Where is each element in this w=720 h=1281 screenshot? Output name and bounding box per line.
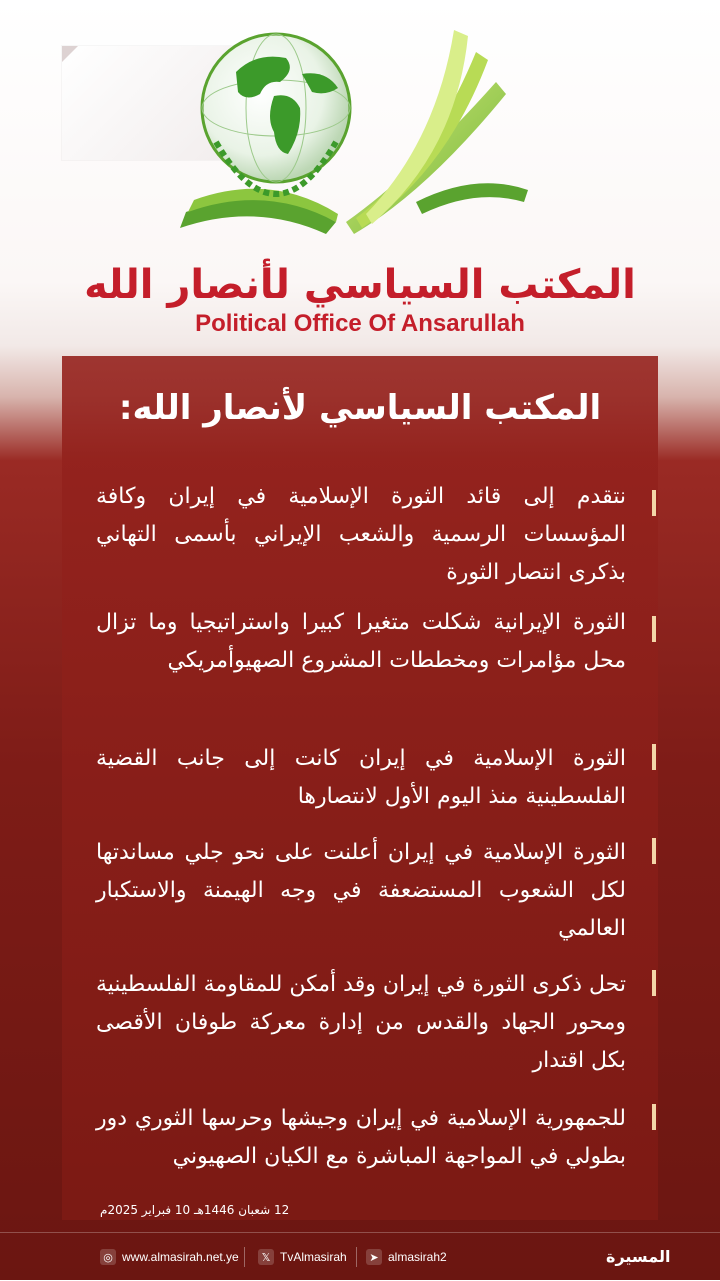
publish-date: 12 شعبان 1446هـ 10 فبراير 2025م bbox=[100, 1203, 290, 1217]
paragraph-marker bbox=[652, 490, 656, 516]
footer-divider bbox=[244, 1247, 245, 1267]
telegram-text: almasirah2 bbox=[388, 1250, 447, 1264]
x-icon: 𝕏 bbox=[258, 1249, 274, 1265]
twitter-text: TvAlmasirah bbox=[280, 1250, 347, 1264]
footer-divider bbox=[356, 1247, 357, 1267]
statement-paragraph: نتقدم إلى قائد الثورة الإسلامية في إيران وكافة المؤسسات الرسمية والشعب الإيراني بأسمى التهاني بذكرى انتصار الثورة bbox=[96, 484, 626, 585]
statement-paragraph: الثورة الإسلامية في إيران كانت إلى جانب القضية الفلسطينية منذ اليوم الأول لانتصارها bbox=[96, 746, 626, 809]
ansarullah-logo bbox=[176, 22, 556, 272]
statement-paragraph: للجمهورية الإسلامية في إيران وجيشها وحرسها الثوري دور بطولي في المواجهة المباشرة مع الكيان الصهيوني bbox=[96, 1106, 626, 1169]
paragraph-marker bbox=[652, 1104, 656, 1130]
statement-paragraph: الثورة الإيرانية شكلت متغيرا كبيرا واستراتيجيا وما تزال محل مؤامرات ومخططات المشروع الصهيوأمريكي bbox=[96, 610, 626, 673]
globe-icon: ◎ bbox=[100, 1249, 116, 1265]
logo-english-text: Political Office Of Ansarullah bbox=[195, 310, 525, 337]
paragraph-marker bbox=[652, 744, 656, 770]
logo-arabic-text: المكتب السياسي لأنصار الله bbox=[84, 262, 636, 308]
footer-twitter[interactable] bbox=[258, 1249, 347, 1265]
statement-heading: المكتب السياسي لأنصار الله: bbox=[118, 388, 602, 428]
statement-paragraph: الثورة الإسلامية في إيران أعلنت على نحو جلي مساندتها لكل الشعوب المستضعفة في وجه الهيمنة والاستكبار العالمي bbox=[96, 840, 626, 941]
paragraph-marker bbox=[652, 970, 656, 996]
website-text: www.almasirah.net.ye bbox=[122, 1250, 239, 1264]
footer-website[interactable] bbox=[100, 1249, 239, 1265]
paragraph-marker bbox=[652, 838, 656, 864]
footer-telegram[interactable] bbox=[366, 1249, 447, 1265]
almasirah-brand: المسيرة bbox=[606, 1247, 671, 1266]
footer-bar bbox=[0, 1232, 720, 1281]
statement-paragraph: تحل ذكرى الثورة في إيران وقد أمكن للمقاومة الفلسطينية ومحور الجهاد والقدس من إدارة معركة طوفان الأقصى بكل اقتدار bbox=[96, 972, 626, 1073]
paragraph-marker bbox=[652, 616, 656, 642]
telegram-icon: ➤ bbox=[366, 1249, 382, 1265]
